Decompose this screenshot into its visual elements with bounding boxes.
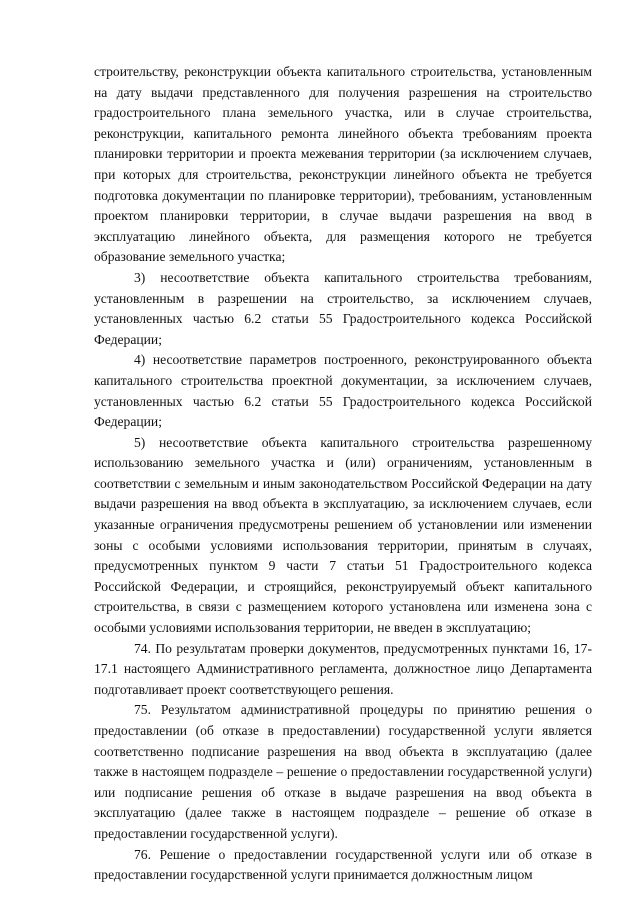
paragraph-76: 76. Решение о предоставлении государственной услуги или об отказе в предоставлении государственной услуги принимается должностным лицом: [94, 846, 592, 883]
paragraph-75: 75. Результатом административной процедуры по принятию решения о предоставлении (об отказе в предоставлении) государственной услуги является соответственно подписание разрешения на ввод объекта в эксплуатацию (далее также в настоящем подразделе – решение о предоставлении государственной услуги) или подписание решения об отказе в выдаче разрешения на ввод объекта в эксплуатацию (далее также в настоящем подразделе – решение об отказе в предоставлении государственной услуги).: [94, 702, 592, 841]
paragraph-item-3: 3) несоответствие объекта капитального строительства требованиям, установленным в разрешении на строительство, за исключением случаев, установленных частью 6.2 статьи 55 Градостроительного кодекса Российской Федерации;: [94, 269, 592, 347]
paragraph-continuation: строительству, реконструкции объекта капитального строительства, установленным на дату выдачи представленного для получения разрешения на строительство градостроительного плана земельного участка, или в случае строительства, реконструкции, капитального ремонта линейного объекта требованиям проекта планировки территории и проекта межевания территории (за исключением случаев, при которых для строительства, реконструкции линейного объекта не требуется подготовка документации по планировке территории), требованиям, установленным проектом планировки территории, в случае выдачи разрешения на ввод в эксплуатацию линейного объекта, для размещения которого не требуется образование земельного участка;: [94, 64, 592, 265]
paragraph-item-5: 5) несоответствие объекта капитального строительства разрешенному использованию земельного участка и (или) ограничениям, установленным в соответствии с земельным и иным законодательством Российской Федерации на дату выдачи разрешения на ввод объекта в эксплуатацию, за исключением случаев, если указанные ограничения предусмотрены решением об установлении или изменении зоны с особыми условиями использования территории, принятым в случаях, предусмотренных пунктом 9 части 7 статьи 51 Градостроительного кодекса Российской Федерации, и строящийся, реконструируемый объект капитального строительства, в связи с размещением которого установлена или изменена зона с особыми условиями использования территории, не введен в эксплуатацию;: [94, 434, 592, 636]
paragraph-item-4: 4) несоответствие параметров построенного, реконструированного объекта капитального строительства проектной документации, за исключением случаев, установленных частью 6.2 статьи 55 Градостроительного кодекса Российской Федерации;: [94, 352, 592, 430]
paragraph-74: 74. По результатам проверки документов, предусмотренных пунктами 16, 17-17.1 настоящего Административного регламента, должностное лицо Департамента подготавливает проект соответствующего решения.: [94, 640, 592, 697]
document-page: [94, 62, 592, 886]
